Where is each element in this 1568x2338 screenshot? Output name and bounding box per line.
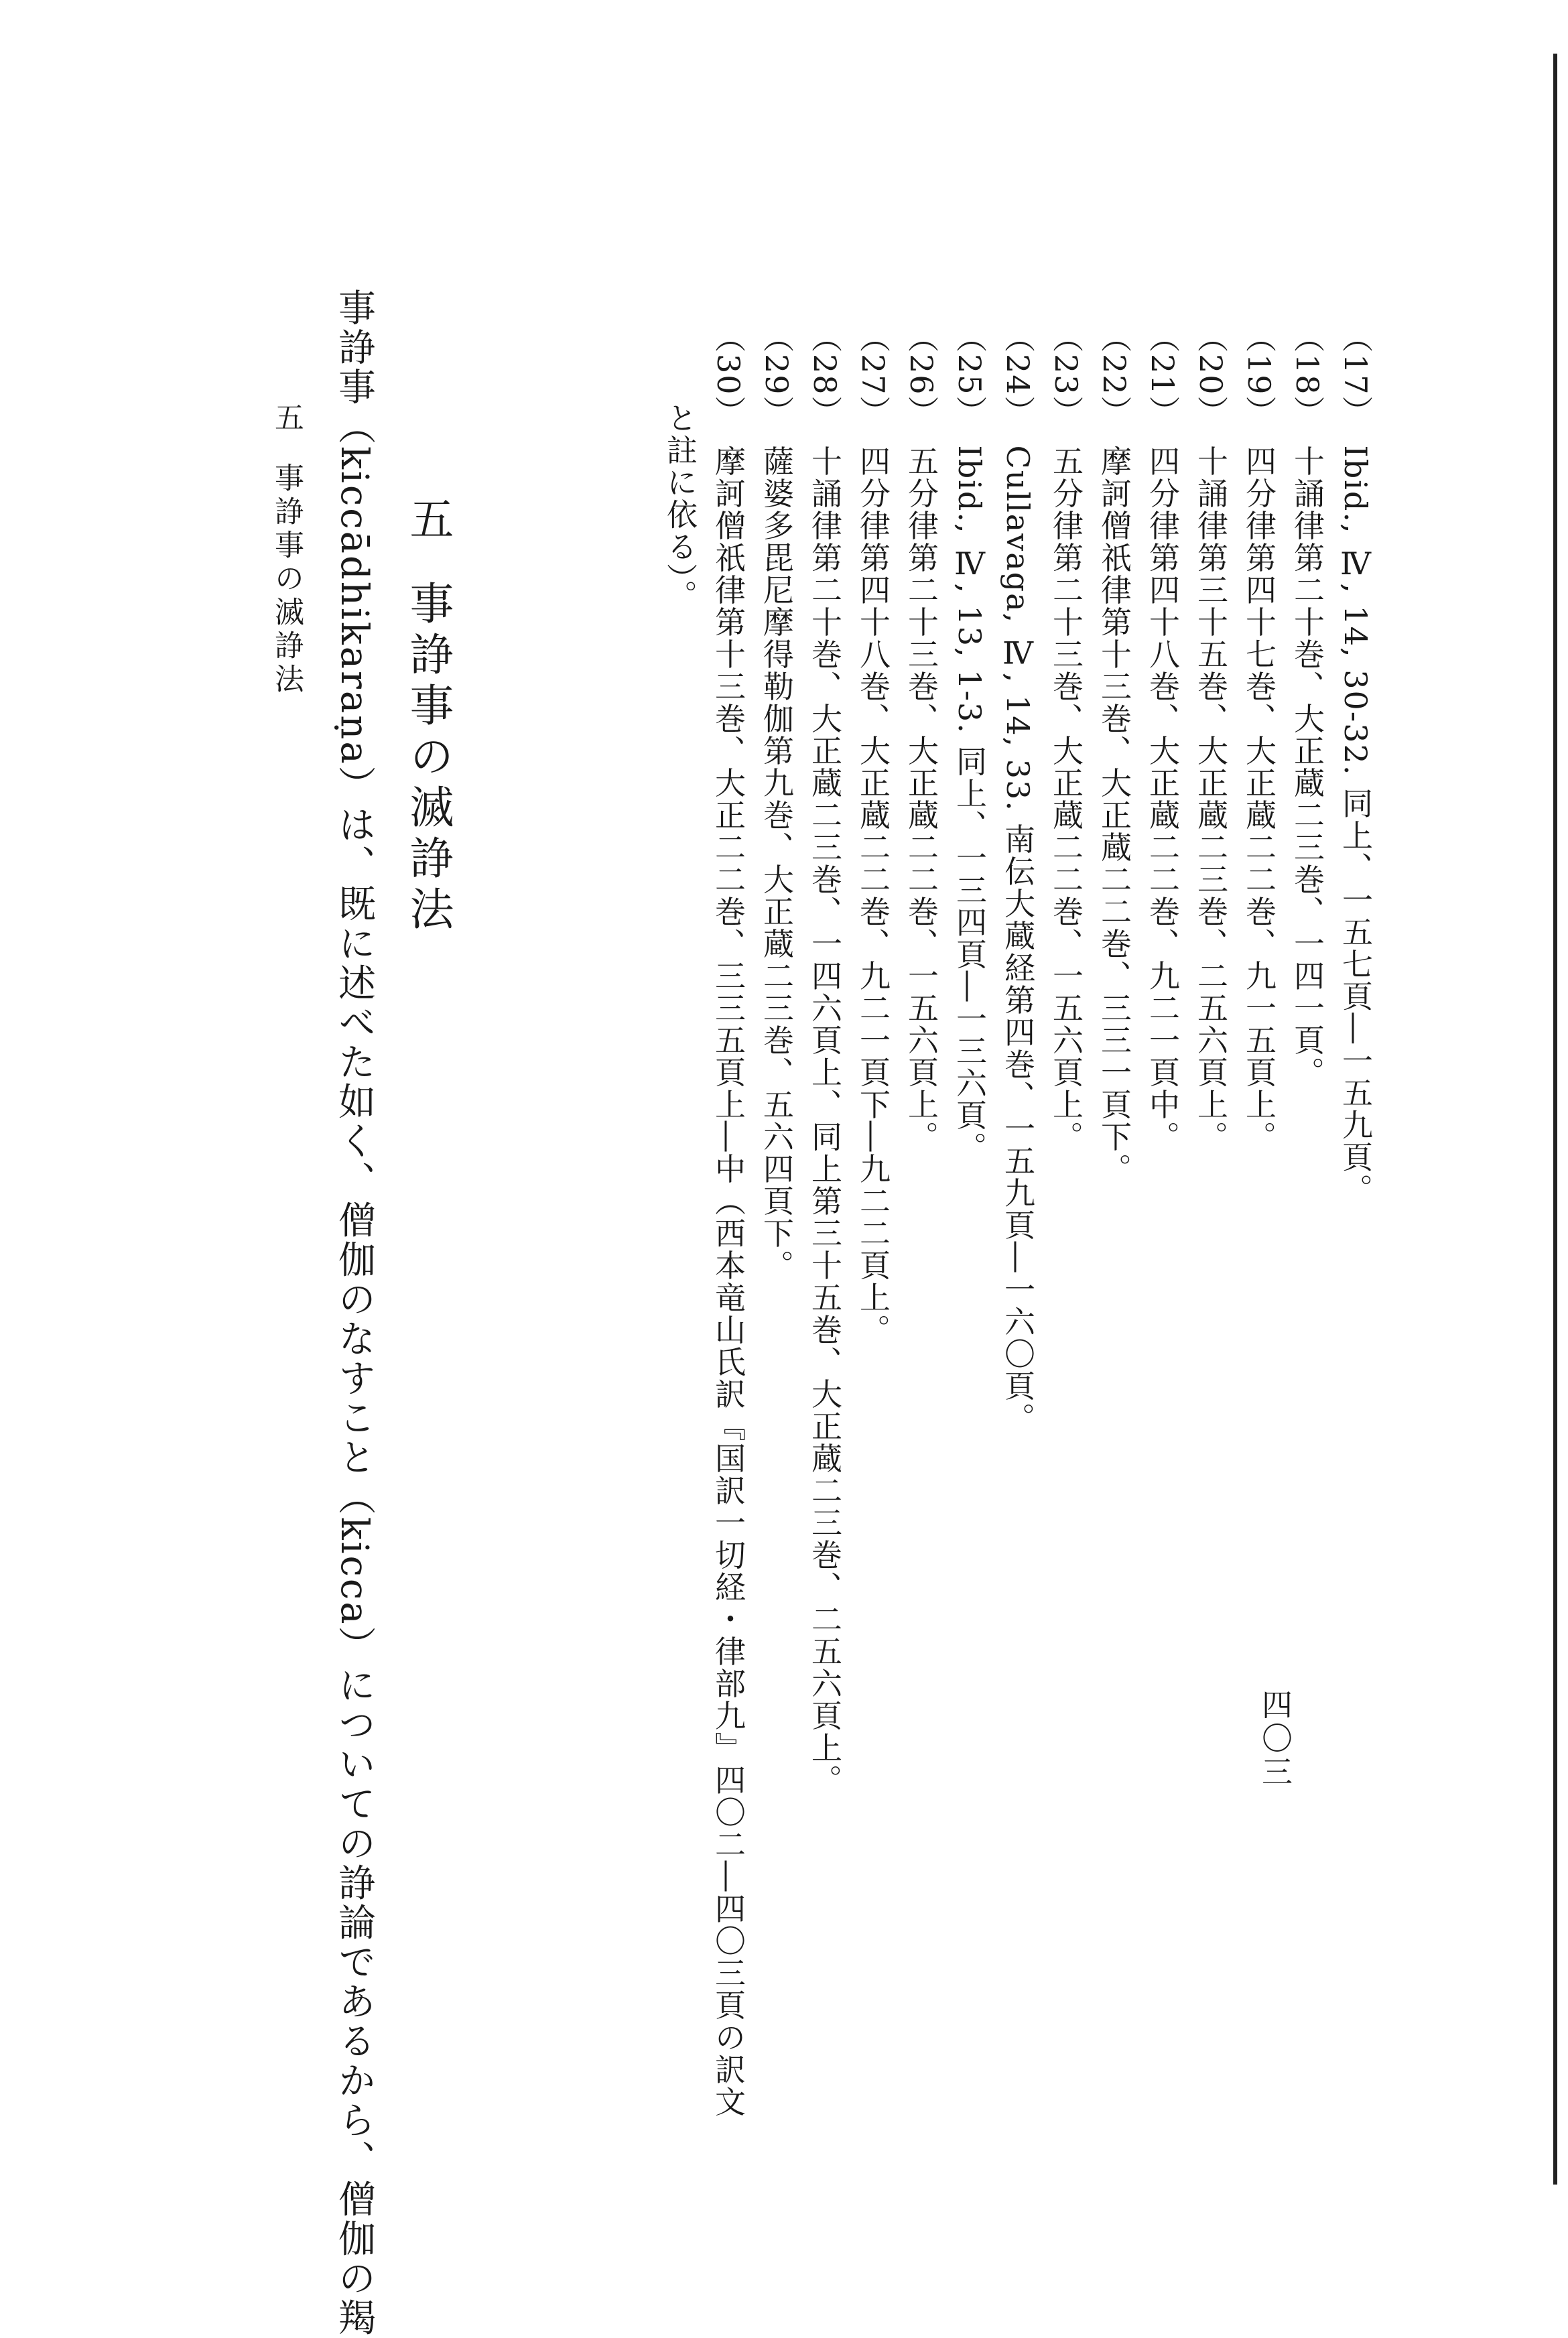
section-number: 五 xyxy=(402,496,454,547)
footnote-number: （30） xyxy=(710,322,746,428)
body-text: 事諍事（kiccādhikaraṇa）は、既に述べた如く、僧伽のなすこと（kicca）についての諍論であるから、僧伽の羯 xyxy=(332,288,376,2338)
running-head-number: 五 xyxy=(269,402,304,436)
footnote-text: 十誦律第三十五巻、大正蔵二三巻、二五六頁上。 xyxy=(1193,445,1229,1153)
footnote-20 xyxy=(1193,322,1229,1153)
footnote-number: （26） xyxy=(903,322,939,428)
footnote-number: （23） xyxy=(1048,322,1084,428)
footnote-text: Ibid., Ⅳ, 13, 1-3. 同上、一三四頁―一三六頁。 xyxy=(952,445,988,1164)
footnote-text: 十誦律第二十巻、大正蔵二三巻、一四一頁。 xyxy=(1289,445,1325,1089)
footnote-number: （25） xyxy=(952,322,988,428)
footnote-text: 五分律第二十三巻、大正蔵二二巻、一五六頁上。 xyxy=(903,445,939,1153)
running-head xyxy=(269,402,304,697)
footnote-30 xyxy=(710,322,746,2118)
footnote-number: （28） xyxy=(807,322,843,428)
footnote-21 xyxy=(1145,322,1181,1153)
footnote-number: （21） xyxy=(1145,322,1181,428)
footnote-text: と註に依る）。 xyxy=(662,402,698,612)
footnote-18 xyxy=(1289,322,1325,1089)
footnote-text: 四分律第四十七巻、大正蔵二二巻、九一五頁上。 xyxy=(1241,445,1277,1153)
footnote-number: （27） xyxy=(855,322,891,428)
footnote-25 xyxy=(952,322,988,1164)
running-head-title: 事諍事の滅諍法 xyxy=(269,462,304,697)
page-edge-rule xyxy=(1553,54,1557,2185)
footnote-number: （17） xyxy=(1337,322,1374,428)
footnote-number: （22） xyxy=(1096,322,1132,428)
footnote-23 xyxy=(1048,322,1084,1153)
footnote-text: 薩婆多毘尼摩得勒伽第九巻、大正蔵二三巻、五六四頁下。 xyxy=(759,445,795,1282)
footnote-text: 五分律第二十三巻、大正蔵二二巻、一五六頁上。 xyxy=(1048,445,1084,1153)
page-number xyxy=(1257,1689,1293,1789)
footnote-number: （19） xyxy=(1241,322,1277,428)
footnote-29 xyxy=(759,322,795,1282)
footnote-text: Ibid., Ⅳ, 14, 30-32. 同上、一五七頁―一五九頁。 xyxy=(1337,445,1374,1206)
footnote-22 xyxy=(1096,322,1132,1185)
footnote-24 xyxy=(1000,322,1036,1435)
footnote-28 xyxy=(807,322,843,1797)
footnote-number: （29） xyxy=(759,322,795,428)
footnote-number: （18） xyxy=(1289,322,1325,428)
body-text-line xyxy=(332,288,376,2338)
footnote-number: （20） xyxy=(1193,322,1229,428)
footnote-text: 摩訶僧祇律第十三巻、大正二二巻、三三五頁上―中（西本竜山氏訳『国訳一切経・律部九』四〇二―四〇三頁の訳文 xyxy=(710,445,746,2118)
footnote-text: 四分律第四十八巻、大正蔵二二巻、九二一頁下―九二二頁上。 xyxy=(855,445,891,1346)
footnote-text: 摩訶僧祇律第十三巻、大正蔵二二巻、三三一頁下。 xyxy=(1096,445,1132,1185)
footnote-26 xyxy=(903,322,939,1153)
footnote-17 xyxy=(1337,322,1374,1206)
footnote-text: 十誦律第二十巻、大正蔵二三巻、一四六頁上、同上第三十五巻、大正蔵二三巻、二五六頁上。 xyxy=(807,445,843,1797)
footnote-text: Cullavaga, Ⅳ, 14, 33. 南伝大蔵経第四巻、一五九頁―一六〇頁。 xyxy=(1000,445,1036,1435)
page-number-text: 四〇三 xyxy=(1257,1689,1293,1789)
footnote-text: 四分律第四十八巻、大正蔵二二巻、九二一頁中。 xyxy=(1145,445,1181,1153)
section-heading xyxy=(402,496,454,937)
footnote-27 xyxy=(855,322,891,1346)
footnote-30-continuation xyxy=(662,402,698,612)
footnote-number: （24） xyxy=(1000,322,1036,428)
section-title: 事諍事の滅諍法 xyxy=(402,580,454,937)
footnote-19 xyxy=(1241,322,1277,1153)
